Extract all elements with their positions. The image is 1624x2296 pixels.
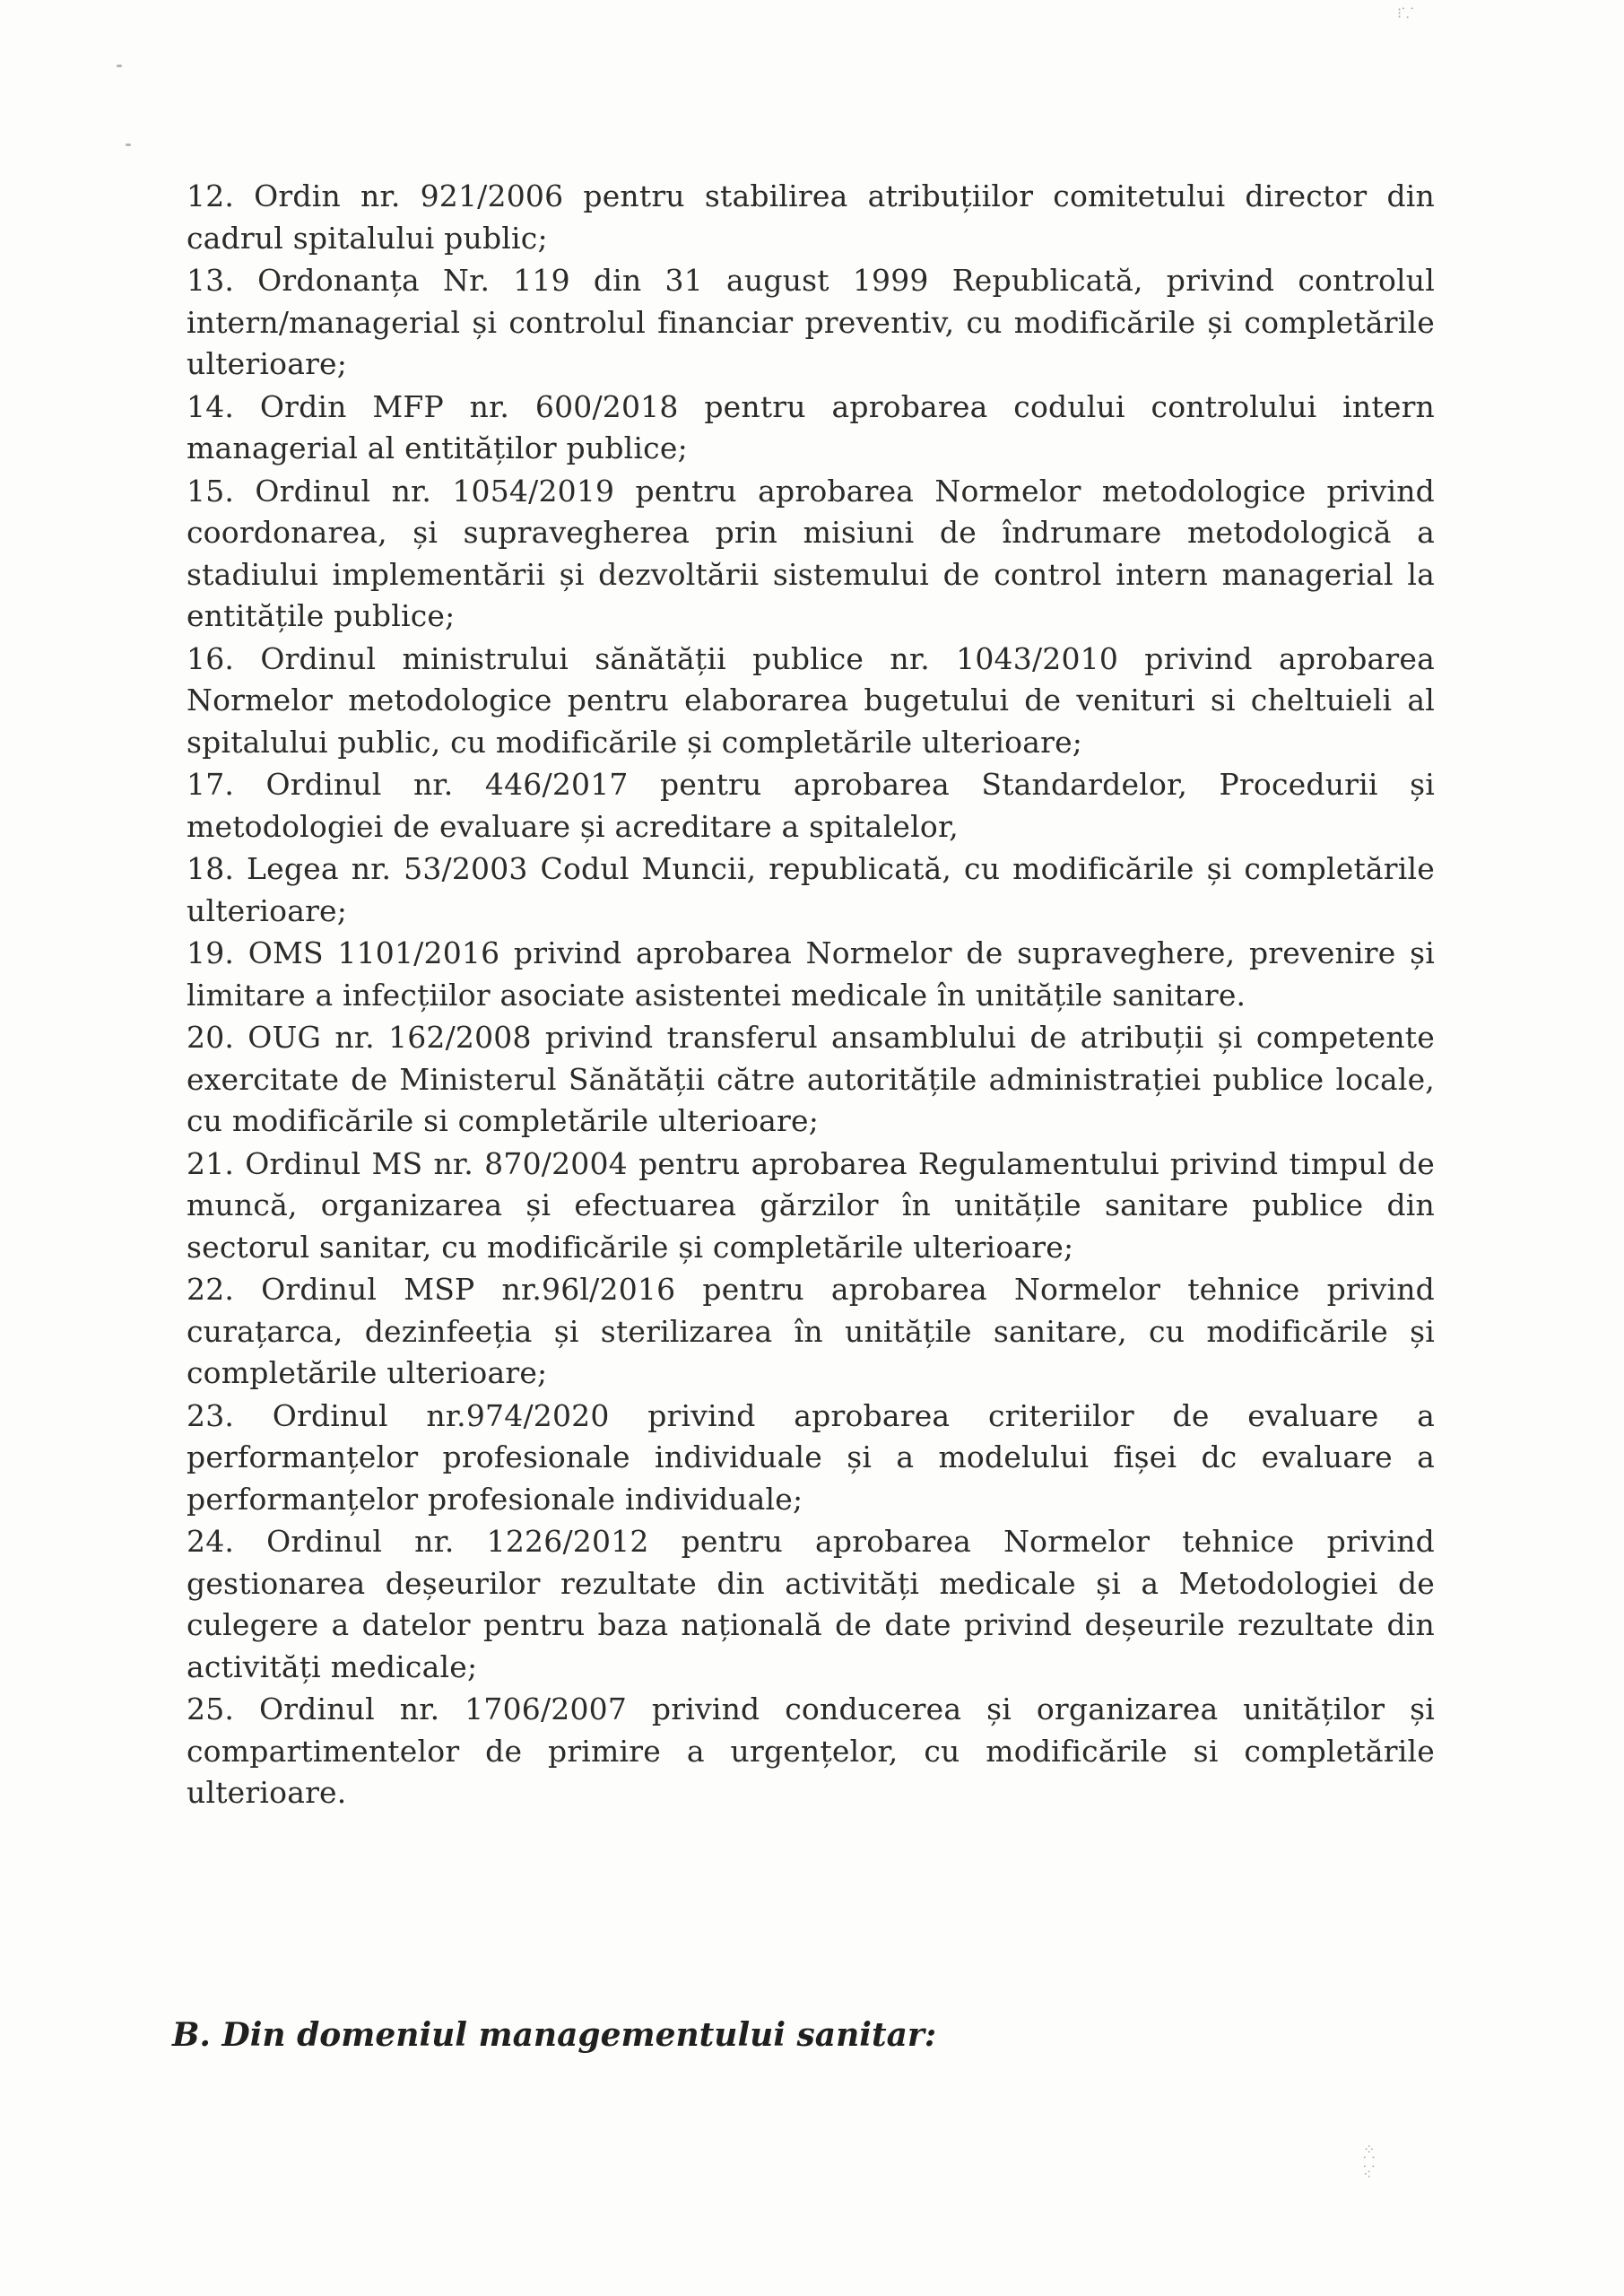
scan-speck xyxy=(117,65,122,67)
scan-speck xyxy=(126,144,131,146)
list-item: 21. Ordinul MS nr. 870/2004 pentru aprobarea Regulamentului privind timpul de muncă, organizarea și efectuarea gărzilor în unitățile sanitare publice din sectorul sanitar, cu modificările și completările ulterioare; xyxy=(187,1145,1435,1265)
list-item: 24. Ordinul nr. 1226/2012 pentru aprobarea Normelor tehnice privind gestionarea deșeurilor rezultate din activități medicale și a Metodologiei de culegere a datelor pentru baza națională de date privind deșeurile rezultate din activități medicale; xyxy=(187,1524,1435,1684)
scan-artifact-top: ⁝⸪ xyxy=(1397,4,1414,22)
regulations-list xyxy=(187,176,1435,1814)
list-item: 19. OMS 1101/2016 privind aprobarea Normelor de supraveghere, prevenire și limitare a infecțiilor asociate asistentei medicale în unitățile sanitare. xyxy=(187,935,1435,1013)
list-item: 20. OUG nr. 162/2008 privind transferul ansamblului de atribuții și competente exercitate de Ministerul Sănătății către autoritățile administrației publice locale, cu modificările si completările ulterioare; xyxy=(187,1020,1435,1138)
list-item: 12. Ordin nr. 921/2006 pentru stabilirea atribuțiilor comitetului director din cadrul spitalului public; xyxy=(187,178,1435,256)
list-item: 17. Ordinul nr. 446/2017 pentru aprobarea Standardelor, Procedurii și metodologiei de evaluare și acreditare a spitalelor, xyxy=(187,767,1435,844)
list-item: 14. Ordin MFP nr. 600/2018 pentru aprobarea codului controlului intern managerial al entităților publice; xyxy=(187,388,1435,465)
list-item: 13. Ordonanța Nr. 119 din 31 august 1999 Republicată, privind controlul intern/managerial și controlul financiar preventiv, cu modificările și completările ulterioare; xyxy=(187,263,1435,381)
list-item: 15. Ordinul nr. 1054/2019 pentru aprobarea Normelor metodologice privind coordonarea, și supravegherea prin misiuni de îndrumare metodologică a stadiului implementării și dezvoltării sistemului de control intern managerial la entitățile publice; xyxy=(187,473,1435,633)
list-item: 16. Ordinul ministrului sănătății publice nr. 1043/2010 privind aprobarea Normelor metodologice pentru elaborarea bugetului de venituri si cheltuieli al spitalului public, cu modificările și completările ulterioare; xyxy=(187,640,1435,760)
list-item: 23. Ordinul nr.974/2020 privind aprobarea criteriilor de evaluare a performanțelor profesionale individuale și a modelului fișei dc evaluare a performanțelor profesionale individuale; xyxy=(187,1397,1435,1517)
list-item: 22. Ordinul MSP nr.96l/2016 pentru aprobarea Normelor tehnice privind curațarca, dezinfeeția și sterilizarea în unitățile sanitare, cu modificările și completările ulterioare; xyxy=(187,1272,1435,1390)
list-item: 25. Ordinul nr. 1706/2007 privind conducerea și organizarea unităților și compartimentelor de primire a urgențelor, cu modificările si completările ulterioare. xyxy=(187,1692,1435,1810)
scan-artifact-bottom: ⁘ ⸬ ⁖ xyxy=(1363,2141,1376,2183)
list-item: 18. Legea nr. 53/2003 Codul Muncii, republicată, cu modificările și completările ulterioare; xyxy=(187,851,1435,928)
section-heading: B. Din domeniul managementului sanitar: xyxy=(172,2016,937,2054)
